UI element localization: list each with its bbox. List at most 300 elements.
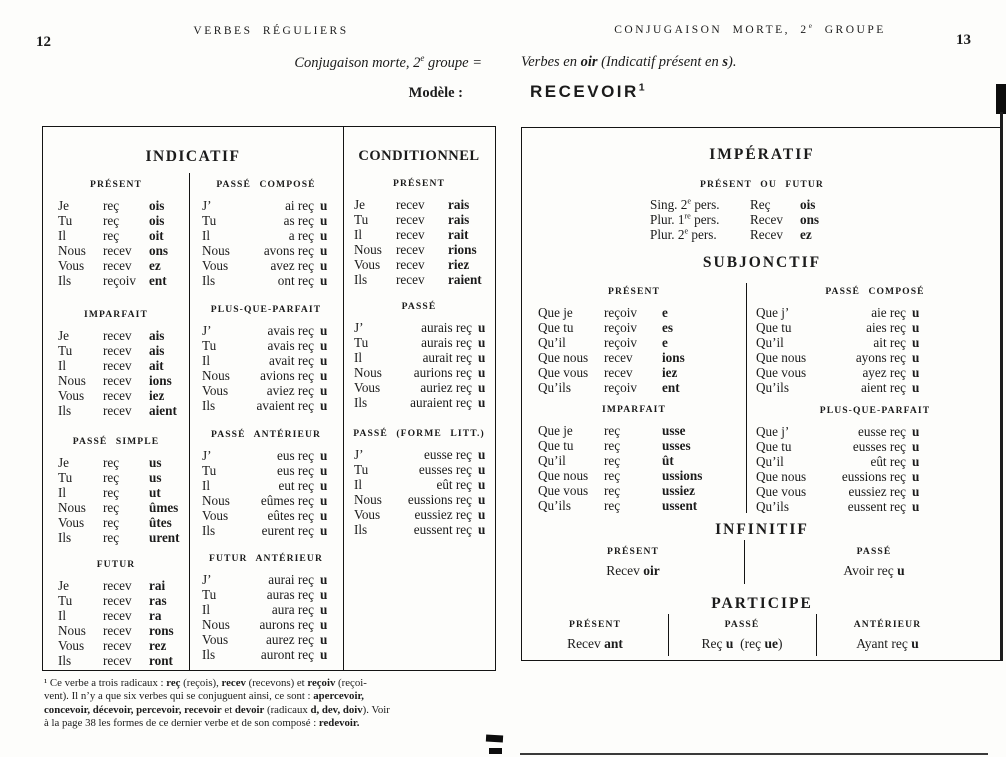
tense-section	[343, 178, 495, 287]
pronoun: J’	[202, 448, 212, 463]
stem: aurait reç	[422, 350, 472, 365]
stem: auras reç	[266, 587, 314, 602]
conj-row	[43, 530, 189, 545]
conj-row	[43, 470, 189, 485]
ending: u	[320, 632, 328, 647]
stem: eusse reç	[424, 447, 472, 462]
ending: ons	[149, 243, 169, 258]
ending: u	[478, 365, 486, 380]
pronoun: Ils	[58, 273, 72, 288]
pronoun: Ils	[58, 530, 72, 545]
cell-value: Ayant reç u	[856, 636, 919, 651]
conj-row	[343, 197, 495, 212]
tense-section	[189, 429, 343, 538]
ending: u	[320, 213, 328, 228]
ending: u	[478, 335, 486, 350]
conj-row	[43, 500, 189, 515]
stem: aie reç	[871, 305, 906, 320]
tense-section	[343, 428, 495, 537]
pronoun: Je	[58, 578, 69, 593]
tense-section	[343, 301, 495, 410]
pronoun: Que tu	[756, 439, 792, 454]
stem: recev	[396, 197, 425, 212]
participe-anterieur-cell	[816, 619, 1004, 652]
pronoun: Vous	[354, 257, 381, 272]
ending: ras	[149, 593, 167, 608]
conj-row	[522, 438, 746, 453]
ending: u	[320, 587, 328, 602]
stem: recev	[103, 328, 132, 343]
conj-row	[43, 638, 189, 653]
tense-section	[43, 309, 189, 418]
stem: reç	[103, 470, 120, 485]
pronoun: Il	[58, 608, 67, 623]
footnote-line: ¹ Ce verbe a trois radicaux : reç (reçois), recev (recevons) et reçoiv (reçoi-	[44, 677, 367, 689]
scan-edge-artifact	[996, 84, 1006, 114]
tense-heading: IMPARFAIT	[84, 309, 148, 320]
ending: ussiez	[662, 483, 695, 498]
ending: usse	[662, 423, 686, 438]
left-conjugation-box	[42, 126, 496, 671]
ending: u	[320, 448, 328, 463]
pronoun: Que vous	[756, 484, 807, 499]
pronoun: Qu’ils	[756, 499, 789, 514]
pronoun: Il	[58, 485, 67, 500]
tense-section	[522, 286, 746, 395]
ending: usses	[662, 438, 691, 453]
pronoun: Tu	[202, 587, 217, 602]
stem: eussent reç	[413, 522, 472, 537]
ending: e	[662, 335, 668, 350]
conj-row	[343, 522, 495, 537]
ending: iez	[662, 365, 678, 380]
conj-row	[343, 272, 495, 287]
pronoun: Plur. 2e pers.	[650, 226, 717, 242]
pronoun: Ils	[202, 398, 216, 413]
conj-row	[189, 398, 343, 413]
ending: u	[912, 350, 920, 365]
pronoun: Que vous	[538, 365, 589, 380]
ending: ez	[800, 227, 812, 242]
indicatif-simple-column	[43, 127, 189, 670]
pronoun: Nous	[58, 243, 86, 258]
ending: us	[149, 455, 162, 470]
stem: recev	[396, 212, 425, 227]
cell-value: Recev oir	[606, 563, 660, 578]
pronoun: Que vous	[538, 483, 589, 498]
conj-row	[522, 453, 746, 468]
conj-row	[189, 572, 343, 587]
stem: recev	[103, 388, 132, 403]
stem: eut reç	[278, 478, 314, 493]
conj-row	[746, 469, 1004, 484]
conj-row	[43, 373, 189, 388]
conj-row	[343, 227, 495, 242]
ending: ions	[149, 373, 172, 388]
ending: u	[912, 320, 920, 335]
pronoun: Il	[354, 477, 363, 492]
conj-row	[43, 608, 189, 623]
conj-row	[343, 212, 495, 227]
conj-row	[189, 323, 343, 338]
stem: avait reç	[268, 353, 314, 368]
stem: eus reç	[277, 463, 314, 478]
conj-row	[343, 242, 495, 257]
conj-row	[43, 328, 189, 343]
pronoun: Il	[354, 227, 363, 242]
conj-row	[43, 455, 189, 470]
stem: reç	[604, 498, 621, 513]
running-head-left: VERBES RÉGULIERS	[193, 25, 349, 37]
pronoun: Nous	[58, 500, 86, 515]
stem: recev	[396, 242, 425, 257]
pronoun: Tu	[202, 338, 217, 353]
stem: recev	[396, 227, 425, 242]
ending: u	[478, 477, 486, 492]
ending: u	[478, 350, 486, 365]
conj-row	[343, 350, 495, 365]
pronoun: Que tu	[538, 320, 574, 335]
conj-row	[189, 632, 343, 647]
pronoun: Il	[354, 350, 363, 365]
tense-heading: PASSÉ (FORME LITT.)	[353, 428, 485, 439]
stem: eussent reç	[847, 499, 906, 514]
ending: u	[912, 469, 920, 484]
conj-row	[522, 365, 746, 380]
pronoun: Il	[202, 478, 211, 493]
ending: ût	[662, 453, 674, 468]
stem: reçoiv	[604, 380, 637, 395]
stem: aurai reç	[268, 572, 314, 587]
conj-row	[343, 462, 495, 477]
footnote-line: concevoir, décevoir, percevoir, recevoir et devoir (radicaux d, dev, doiv). Voir	[44, 703, 390, 716]
ending: ait	[149, 358, 164, 373]
conj-row	[43, 213, 189, 228]
participe-passe-cell	[668, 619, 816, 652]
pronoun: Plur. 1re pers.	[650, 211, 720, 227]
pronoun: Vous	[354, 507, 381, 522]
pronoun: Ils	[202, 523, 216, 538]
running-head-right: CONJUGAISON MORTE, 2e GROUPE	[614, 22, 886, 36]
pronoun: J’	[202, 198, 212, 213]
pronoun: Tu	[354, 335, 369, 350]
pronoun: Nous	[354, 365, 382, 380]
stem: aies reç	[866, 320, 906, 335]
subtitle-left: Conjugaison morte, 2e groupe =	[294, 53, 482, 71]
ending: urent	[149, 530, 180, 545]
pronoun: Qu’ils	[538, 498, 571, 513]
conj-row	[343, 507, 495, 522]
pronoun: Ils	[354, 272, 368, 287]
conj-row	[189, 478, 343, 493]
conj-row	[189, 368, 343, 383]
tense-section	[189, 304, 343, 413]
indicatif-title: INDICATIF	[145, 148, 241, 165]
pronoun: Ils	[354, 522, 368, 537]
conj-row	[43, 593, 189, 608]
tense-section	[522, 404, 746, 513]
pronoun: Nous	[58, 373, 86, 388]
conj-row	[746, 335, 1004, 350]
ending: u	[320, 463, 328, 478]
conj-row	[343, 320, 495, 335]
pronoun: Qu’ils	[756, 380, 789, 395]
tense-heading: FUTUR ANTÉRIEUR	[209, 553, 323, 564]
stem: reç	[604, 453, 621, 468]
ending: u	[320, 602, 328, 617]
infinitif-title: INFINITIF	[715, 521, 809, 538]
stem: auraient reç	[410, 395, 472, 410]
pronoun: Que j’	[756, 305, 790, 320]
tense-section	[189, 553, 343, 662]
pronoun: Nous	[58, 623, 86, 638]
stem: eût reç	[870, 454, 906, 469]
stem: auriez reç	[420, 380, 472, 395]
ending: u	[478, 492, 486, 507]
conj-row	[522, 380, 746, 395]
stem: avons reç	[263, 243, 314, 258]
pronoun: Nous	[202, 368, 230, 383]
ending: ent	[149, 273, 167, 288]
pronoun: Que je	[538, 305, 573, 320]
pronoun: Qu’il	[538, 453, 566, 468]
stem: a reç	[288, 228, 314, 243]
tense-heading: PASSÉ SIMPLE	[72, 436, 160, 447]
stem: reç	[103, 500, 120, 515]
ending: u	[478, 522, 486, 537]
tense-heading: PASSÉ ANTÉRIEUR	[210, 429, 322, 440]
stem: aient reç	[860, 380, 906, 395]
ending: aient	[149, 403, 177, 418]
conj-row	[189, 228, 343, 243]
pronoun: Que tu	[538, 438, 574, 453]
tense-heading: PRÉSENT	[608, 286, 660, 297]
ending: u	[320, 353, 328, 368]
ending: u	[478, 462, 486, 477]
pronoun: Nous	[202, 243, 230, 258]
stem: ayons reç	[855, 350, 906, 365]
stem: as reç	[283, 213, 314, 228]
conj-row	[189, 338, 343, 353]
conj-row	[43, 358, 189, 373]
ending: u	[912, 424, 920, 439]
stem: ont reç	[277, 273, 314, 288]
stem: reç	[103, 228, 120, 243]
stem: reç	[604, 468, 621, 483]
conj-row	[746, 380, 1004, 395]
ending: u	[478, 320, 486, 335]
scan-bottom-line	[520, 753, 988, 755]
stem: aurais reç	[421, 320, 472, 335]
stem: eût reç	[436, 477, 472, 492]
conj-row	[189, 463, 343, 478]
pronoun: Il	[202, 353, 211, 368]
conj-row	[43, 515, 189, 530]
conj-row	[189, 213, 343, 228]
conj-row	[746, 484, 1004, 499]
pronoun: Tu	[202, 213, 217, 228]
stem: recev	[103, 403, 132, 418]
conj-row	[522, 498, 746, 513]
conj-row	[189, 258, 343, 273]
stem: reç	[103, 485, 120, 500]
stem: recev	[103, 258, 132, 273]
stem: recev	[604, 350, 633, 365]
conj-row	[343, 257, 495, 272]
pronoun: Je	[58, 198, 69, 213]
ending: e	[662, 305, 668, 320]
infinitif-passe-cell	[744, 546, 1004, 579]
conditionnel-title: CONDITIONNEL	[358, 148, 480, 164]
ending: ent	[662, 380, 680, 395]
scan-edge-line	[1000, 112, 1003, 661]
pronoun: Tu	[58, 470, 73, 485]
stem: recev	[396, 272, 425, 287]
ending: rons	[149, 623, 174, 638]
conj-row	[189, 243, 343, 258]
conditionnel-column	[343, 127, 495, 670]
stem: reçoiv	[103, 273, 136, 288]
conj-row	[746, 365, 1004, 380]
conj-row	[343, 447, 495, 462]
stem: eusse reç	[858, 424, 906, 439]
conj-row	[746, 439, 1004, 454]
stem: eussiez reç	[848, 484, 906, 499]
right-conjugation-box	[521, 127, 1003, 661]
conj-row	[43, 258, 189, 273]
conj-row	[43, 228, 189, 243]
conj-row	[43, 198, 189, 213]
stem: aura reç	[271, 602, 314, 617]
participe-title: PARTICIPE	[711, 595, 813, 612]
stem: avais reç	[267, 338, 314, 353]
pronoun: Sing. 2e pers.	[650, 196, 720, 212]
cell-value: Avoir reç u	[843, 563, 905, 578]
indicatif-compound-column	[189, 127, 343, 670]
conj-row	[43, 388, 189, 403]
stem: eûtes reç	[267, 508, 314, 523]
pronoun: Que j’	[756, 424, 790, 439]
conj-row	[343, 477, 495, 492]
stem: recev	[103, 243, 132, 258]
pronoun: Que tu	[756, 320, 792, 335]
stem: recev	[103, 638, 132, 653]
conj-row	[746, 350, 1004, 365]
ending: u	[320, 398, 328, 413]
conj-row	[522, 423, 746, 438]
infinitif-present-cell	[522, 546, 744, 579]
imperatif-title: IMPÉRATIF	[709, 146, 815, 163]
cell-heading: ANTÉRIEUR	[853, 619, 922, 630]
conj-row	[522, 483, 746, 498]
ending: u	[478, 395, 486, 410]
conj-row	[189, 523, 343, 538]
conj-row	[746, 424, 1004, 439]
footnote-line: vent). Il n’y a que six verbes qui se conjuguent ainsi, ce sont : apercevoir,	[44, 690, 364, 703]
pronoun: Que nous	[756, 350, 807, 365]
pronoun: Nous	[202, 493, 230, 508]
ending: us	[149, 470, 162, 485]
conj-row	[746, 499, 1004, 514]
ending: ez	[149, 258, 161, 273]
stem: reç	[103, 198, 120, 213]
stem: reç	[103, 213, 120, 228]
footnote-marker: 1	[638, 81, 648, 94]
conj-row	[522, 305, 746, 320]
ending: u	[478, 380, 486, 395]
footnote-line: à la page 38 les formes de ce dernier verbe et de son composé : redevoir.	[44, 717, 360, 730]
ending: u	[320, 508, 328, 523]
tense-section	[43, 179, 189, 288]
tense-heading: IMPARFAIT	[602, 404, 666, 415]
ending: u	[320, 243, 328, 258]
pronoun: J’	[202, 323, 212, 338]
ending: u	[478, 447, 486, 462]
tense-heading: PLUS-QUE-PARFAIT	[210, 304, 322, 315]
pronoun: Qu’il	[756, 454, 784, 469]
conj-row	[522, 468, 746, 483]
ending: u	[912, 335, 920, 350]
stem: Recev	[750, 212, 783, 227]
pronoun: Il	[202, 602, 211, 617]
ending: raient	[448, 272, 482, 287]
conj-row	[43, 653, 189, 668]
stem: eurent reç	[261, 523, 314, 538]
conj-row	[189, 587, 343, 602]
conj-row	[43, 485, 189, 500]
scan-smudge	[489, 748, 502, 754]
cell-value: Reç u (reç ue)	[701, 636, 783, 651]
footnote	[44, 677, 500, 731]
stem: auront reç	[260, 647, 314, 662]
stem: reç	[103, 455, 120, 470]
conj-row	[522, 335, 746, 350]
pronoun: Que nous	[538, 350, 589, 365]
ending: u	[912, 499, 920, 514]
ending: iez	[149, 388, 165, 403]
ending: rais	[448, 212, 470, 227]
conj-row	[189, 508, 343, 523]
subtitle-right: Verbes en oir (Indicatif présent en s).	[521, 54, 737, 70]
conj-row	[522, 350, 746, 365]
stem: avions reç	[260, 368, 314, 383]
stem: ait reç	[873, 335, 906, 350]
stem: ayez reç	[862, 365, 906, 380]
conj-row	[43, 243, 189, 258]
conj-row	[343, 492, 495, 507]
cell-heading: PRÉSENT	[607, 546, 659, 557]
stem: recev	[103, 343, 132, 358]
ending: u	[912, 305, 920, 320]
conj-row	[343, 395, 495, 410]
stem: reçoiv	[604, 305, 637, 320]
ending: ions	[662, 350, 685, 365]
stem: eusses reç	[852, 439, 906, 454]
page-number-right: 13	[956, 32, 971, 48]
ending: ûtes	[149, 515, 172, 530]
pronoun: Nous	[354, 242, 382, 257]
stem: recev	[103, 653, 132, 668]
pronoun: Vous	[202, 383, 229, 398]
ending: rez	[149, 638, 167, 653]
pronoun: Tu	[354, 462, 369, 477]
verb-title: RECEVOIR$^1$	[530, 81, 648, 101]
pronoun: Je	[354, 197, 365, 212]
ending: ons	[800, 212, 820, 227]
pronoun: Tu	[58, 343, 73, 358]
cell-heading: PASSÉ	[724, 619, 760, 630]
pronoun: Ils	[202, 273, 216, 288]
